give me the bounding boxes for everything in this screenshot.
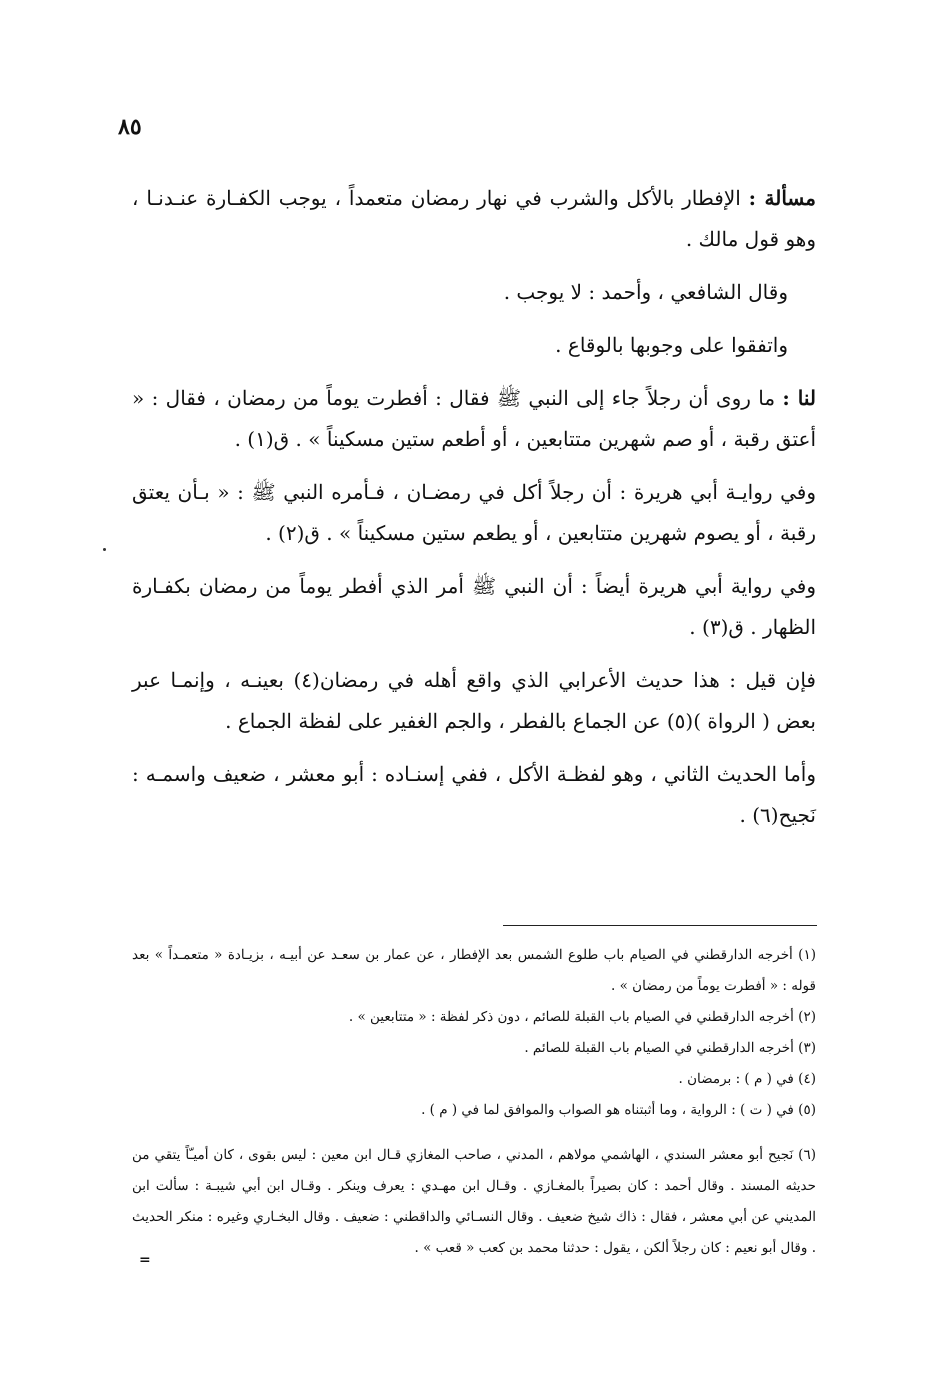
paragraph-body: الإفطار بالأكل والشرب في نهار رمضان متعمداً ، يوجب الكفـارة عنـدنـا ، وهو قول مالك . [132, 186, 816, 251]
paragraph-issue [132, 178, 816, 260]
paragraph-lead: لنا : [782, 386, 816, 410]
footnote-divider [503, 925, 817, 926]
footnote-5: (٥) في ( ت ) : الرواية ، وما أثبتناه هو الصواب والموافق لما في ( م ) . [421, 1102, 816, 1118]
paragraph-body: وأما الحديث الثاني ، وهو لفظـة الأكل ، ففي إسنـاده : أبو معشر ، ضعيف واسمـه : نَجيح(٦) . [132, 762, 816, 827]
paragraph-lead: مسألة : [748, 186, 816, 210]
paragraph-body: واتفقوا على وجوبها بالوقاع . [555, 333, 788, 357]
paragraph-body: وفي روايـة أبي هريرة : أن رجلاً أكل في رمضـان ، فـأمره النبي ﷺ : « بـأن يعتق رقبة ، أو يصوم شهرين متتابعين ، أو يطعم ستين مسكيناً » . ق(٢) . [132, 480, 817, 545]
paragraph-body: وقال الشافعي ، وأحمد : لا يوجب . [503, 280, 788, 304]
page-number: ٨٥ [118, 114, 142, 140]
paragraph-body: ما روى أن رجلاً جاء إلى النبي ﷺ فقال : أفطرت يوماً من رمضان ، فقال : « أعتق رقبة ، أو صم شهرين متتابعين ، أو أطعم ستين مسكيناً » . ق(١) . [132, 386, 816, 451]
paragraph-agreement [132, 325, 816, 366]
footnote-4: (٤) في ( م ) : برمضان . [678, 1071, 816, 1087]
footnote-6: (٦) نَجيح أبو معشر السندي ، الهاشمي مولاهم ، المدني ، صاحب المغازي قـال ابن معين : ليس بقوى ، كان أميـّاً يتقي من حديثه المسند . وقال أحمد : كان بصيراً بالمغـازي . وقـال ابن مهـدي : يعرف وينكر . وقـال ابن أبي شيبـة : سألت ابن المديني عن أبي معشر ، فقال : ذاك شيخ ضعيف . وقال النسـائي والداقطني : ضعيف . وقال البخـاري وغيره : منكر الحديث . وقال أبو نعيم : كان رجلاً ألكن ، يقول : حدثنا محمد بن كعب « قعب » . [132, 1147, 816, 1256]
footnote-1: (١) أخرجه الدارقطني في الصيام باب طلوع الشمس بعد الإفطار ، عن عمار بن سعـد عن أبيـه ، بزيـادة « متعمـداً » بعد قوله : « أفطرت يوماً من رمضان » . [132, 947, 816, 994]
paragraph-second-hadith [132, 754, 816, 836]
paragraph-shafii [132, 272, 816, 313]
margin-dot [103, 548, 106, 551]
main-text [132, 178, 816, 848]
paragraph-abu-hurayra-1 [132, 472, 816, 554]
paragraph-abu-hurayra-2 [132, 566, 816, 648]
paragraph-body: وفي رواية أبي هريرة أيضاً : أن النبي ﷺ أمر الذي أفطر يوماً من رمضان بكفـارة الظهار . ق(٣) . [132, 574, 816, 639]
footnote-2: (٢) أخرجه الدارقطني في الصيام باب القبلة للصائم ، دون ذكر لفظة : « متتابعين » . [348, 1009, 816, 1025]
paragraph-evidence [132, 378, 816, 460]
paragraph-body: فإن قيل : هذا حديث الأعرابي الذي واقع أهله في رمضان(٤) بعينـه ، وإنمـا عبر بعض ( الرواة )(٥) عن الجماع بالفطر ، والجم الغفير على لفظة الجماع . [132, 668, 816, 733]
continuation-marker: = [139, 1252, 151, 1268]
footnote-3: (٣) أخرجه الدارقطني في الصيام باب القبلة للصائم . [524, 1040, 816, 1056]
footnotes [132, 940, 816, 1264]
paragraph-objection [132, 660, 816, 742]
